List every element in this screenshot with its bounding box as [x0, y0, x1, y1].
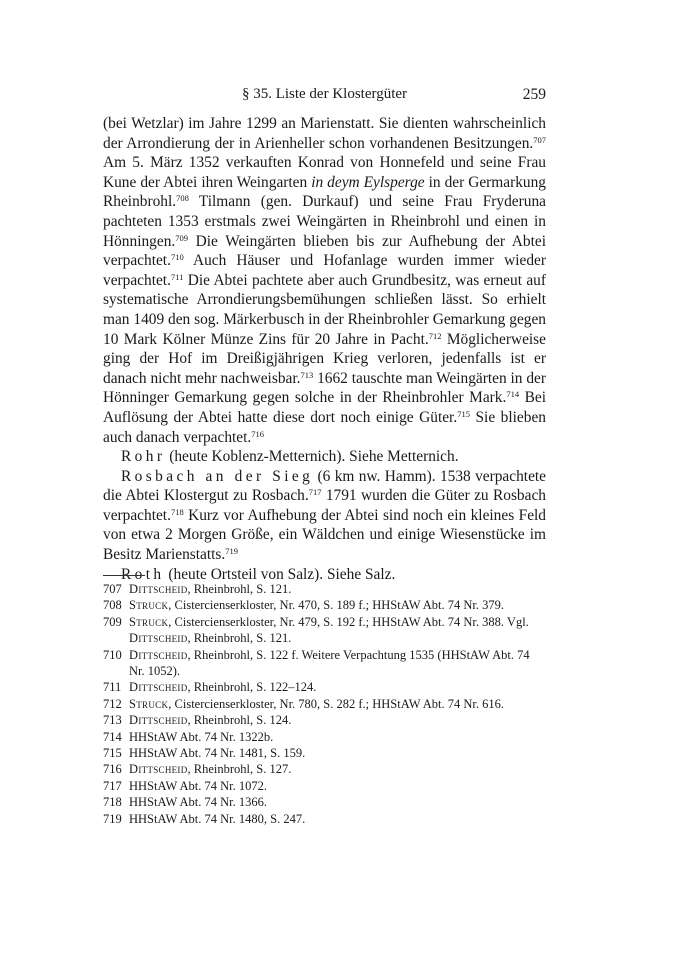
- footnote-author: Dittscheid: [129, 582, 188, 596]
- text-run: (bei Wetzlar) im Jahre 1299 an Marienstatt. Sie dienten wahrscheinlich der Arrondierung der in Arienheller schon vorhandenen Besitzungen.: [103, 115, 546, 152]
- footnote-text: , Rheinbrohl, S. 124.: [187, 713, 292, 728]
- footnote-text: , Cistercienserkloster, Nr. 479, S. 192 f.; HHStAW Abt. 74 Nr. 388. Vgl.: [168, 614, 529, 629]
- footnote-text: , Cistercienserkloster, Nr. 780, S. 282 f.; HHStAW Abt. 74 Nr. 616.: [168, 696, 505, 711]
- footnote-author: Dittscheid: [129, 680, 188, 695]
- footnote-text: , Rheinbrohl, S. 122 f. Weitere Verpachtung 1535 (HHStAW Abt. 74 Nr. 1052).: [129, 647, 530, 679]
- footnote-author: Dittscheid: [129, 647, 188, 662]
- page-header: [103, 84, 546, 106]
- text-run: Kurz vor Aufhebung der Abtei sind noch ein kleines Feld von etwa 2 Morgen Größe, ein Wäldchen und einige Wiesenstücke im Besitz Marienstatts.: [103, 506, 546, 564]
- footnote: [103, 811, 546, 827]
- italic-place-name: in deym Eylsperge: [311, 173, 425, 191]
- footnote-ref[interactable]: 712: [428, 330, 442, 341]
- text-run: Möglicherweise ging der Hof im Dreißigjährigen Krieg verloren, jedenfalls ist er danach nicht mehr nachweisbar.: [103, 330, 546, 387]
- paragraph-rosbach: [103, 467, 546, 565]
- footnote-number: 711: [103, 680, 122, 695]
- text-run: Tilmann (gen. Durkauf) und seine Frau Fryderuna pachteten 1353 erstmals zwei Weingärten in Rheinbrohl und einen in Hönningen.: [103, 193, 546, 250]
- footnote: [103, 745, 546, 761]
- footnote-separator: [103, 575, 145, 576]
- footnote-author: Dittscheid: [129, 762, 188, 777]
- text-run: Sie blieben auch danach verpachtet.: [103, 408, 546, 446]
- footnote-text: , Cistercienserkloster, Nr. 470, S. 189 f.; HHStAW Abt. 74 Nr. 379.: [168, 598, 505, 613]
- footnote-number: 715: [103, 746, 122, 761]
- footnote-text: HHStAW Abt. 74 Nr. 1480, S. 247.: [129, 811, 306, 826]
- footnote-number: 718: [103, 795, 122, 810]
- footnote: [103, 778, 546, 794]
- footnote-number: 707: [103, 582, 122, 596]
- footnote-number: 714: [103, 729, 122, 744]
- footnote-ref[interactable]: 714: [506, 389, 520, 400]
- footnote-ref[interactable]: 708: [176, 193, 189, 204]
- page-number: 259: [522, 86, 546, 103]
- footnotes: [103, 581, 546, 827]
- text-run: Auch Häuser und Hofanlage wurden immer wieder verpachtet.: [103, 252, 546, 289]
- footnote: [103, 614, 546, 647]
- text-run: 1662 tauschte man Weingärten in der Hönninger Gemarkung gegen solche in der Rheinbrohler Mark.: [103, 369, 547, 407]
- footnote: [103, 712, 546, 728]
- text-run: 1791 wurden die Güter zu Rosbach verpachtet.: [103, 487, 546, 524]
- footnote: [103, 581, 546, 597]
- footnote-number: 712: [103, 696, 122, 711]
- footnote-author: Struck: [129, 696, 169, 711]
- footnote: [103, 696, 546, 712]
- footnote-text: , Rheinbrohl, S. 121.: [187, 582, 292, 596]
- footnote: [103, 729, 546, 745]
- entry-name: Rohr: [121, 448, 166, 466]
- footnote-author: Struck: [129, 598, 169, 613]
- text-run: (heute Ortsteil von Salz). Siehe Salz.: [164, 565, 396, 583]
- footnote-text: , Rheinbrohl, S. 122–124.: [187, 680, 317, 695]
- footnote-number: 708: [103, 598, 122, 613]
- footnote-ref[interactable]: 710: [170, 252, 184, 263]
- paragraph-rheinbrohl: [103, 114, 546, 447]
- footnote-ref[interactable]: 711: [170, 271, 184, 282]
- footnote-text: HHStAW Abt. 74 Nr. 1366.: [129, 795, 268, 810]
- footnote-text: , Rheinbrohl, S. 121.: [187, 631, 292, 646]
- footnote-text: , Rheinbrohl, S. 127.: [187, 762, 292, 777]
- footnote-text: HHStAW Abt. 74 Nr. 1481, S. 159.: [129, 746, 306, 761]
- text-run: in der Germarkung Rheinbrohl.: [103, 173, 546, 211]
- footnote-number: 717: [103, 778, 122, 793]
- footnote-author: Dittscheid: [129, 713, 188, 728]
- footnote-number: 713: [103, 713, 122, 728]
- footnote-ref[interactable]: 719: [225, 546, 238, 557]
- footnote: [103, 679, 546, 695]
- text-run: Die Weingärten blieben bis zur Aufhebung der Abtei verpachtet.: [103, 232, 546, 270]
- footnote: [103, 761, 546, 777]
- text-run: Bei Auflösung der Abtei hatte diese dort noch einige Güter.: [103, 389, 546, 426]
- text-run: (6 km nw. Hamm). 1538 verpachtete die Abtei Klostergut zu Rosbach.: [103, 467, 547, 505]
- footnote-ref[interactable]: 717: [308, 487, 322, 498]
- footnote-author: Dittscheid: [129, 631, 188, 646]
- entry-name: Roth: [121, 565, 165, 583]
- footnote-text: HHStAW Abt. 74 Nr. 1322b.: [129, 729, 274, 744]
- paragraph-rohr: [103, 447, 546, 467]
- entry-name: Rosbach an der Sieg: [121, 467, 314, 485]
- footnote-ref[interactable]: 718: [170, 506, 184, 517]
- footnote: [103, 597, 546, 613]
- footnote-ref[interactable]: 709: [175, 232, 188, 243]
- text-run: Am 5. März 1352 verkauften Konrad von Honnefeld und seine Frau Kune der Abtei ihren Weingarten: [103, 154, 546, 191]
- main-text: [103, 114, 546, 584]
- text-run: Die Abtei pachtete aber auch Grundbesitz, was erneut auf systematische Arrondierungsbemühungen schließen lässt. So erhielt man 1409 den sog. Märkerbusch in der Rheinbrohler Gemarkung gegen 10 Mark Kölner Münze Zins für 20 Jahre in Pacht.: [103, 271, 546, 348]
- footnote-ref[interactable]: 713: [300, 369, 314, 380]
- footnote-ref[interactable]: 716: [251, 428, 265, 439]
- running-title: § 35. Liste der Klostergüter: [241, 86, 408, 102]
- footnote: [103, 794, 546, 810]
- footnote-number: 716: [103, 762, 122, 777]
- footnote-number: 710: [103, 647, 122, 662]
- text-run: (heute Koblenz-Metternich). Siehe Metternich.: [165, 448, 459, 466]
- footnote-number: 719: [103, 811, 122, 826]
- footnote-author: Struck: [129, 614, 169, 629]
- footnote-ref[interactable]: 715: [457, 408, 470, 419]
- footnote-number: 709: [103, 614, 122, 629]
- footnote: [103, 647, 546, 680]
- footnote-text: HHStAW Abt. 74 Nr. 1072.: [129, 778, 268, 793]
- footnote-ref[interactable]: 707: [533, 134, 546, 145]
